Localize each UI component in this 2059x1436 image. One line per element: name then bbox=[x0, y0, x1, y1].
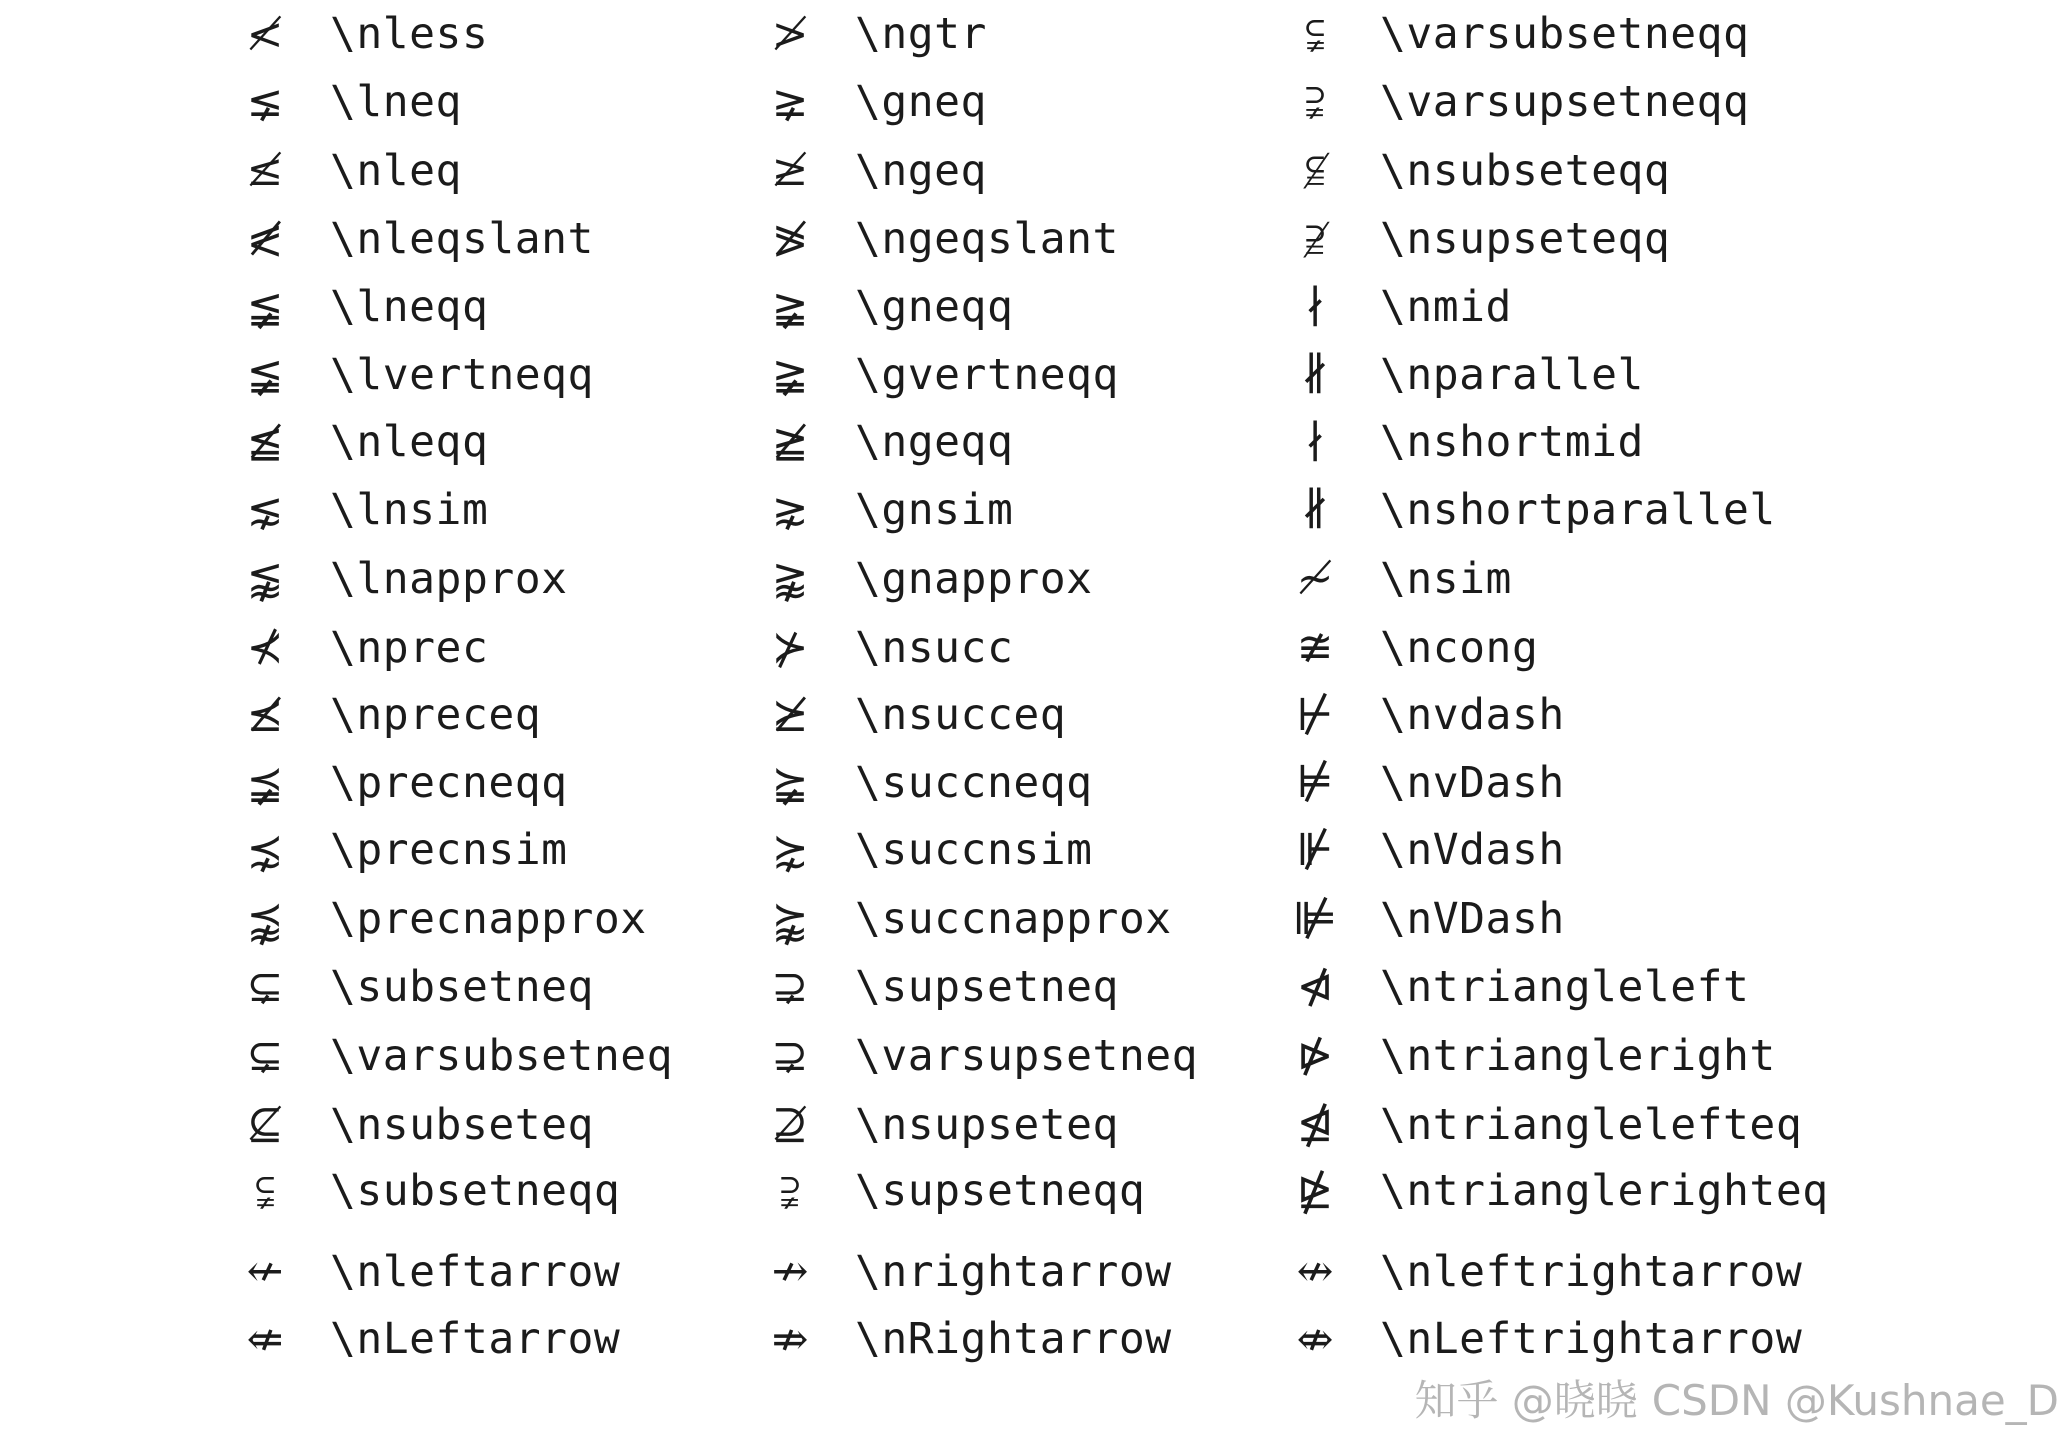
symbol-row bbox=[1275, 408, 1644, 476]
latex-command: \subsetneq bbox=[330, 961, 594, 1012]
symbol-row bbox=[225, 545, 568, 613]
math-symbol: ⋧ bbox=[771, 484, 809, 536]
symbol-row bbox=[1275, 681, 1565, 749]
latex-command: \nmid bbox=[1380, 282, 1512, 332]
math-symbol: ⊊ bbox=[246, 1030, 284, 1082]
latex-command: \varsubsetneq bbox=[330, 1030, 674, 1081]
latex-command: \lneqq bbox=[330, 282, 489, 332]
latex-command: \ngtr bbox=[855, 9, 987, 59]
latex-command: \ntrianglerighteq bbox=[1380, 1166, 1829, 1216]
symbol-row bbox=[750, 1091, 1119, 1159]
symbol-row bbox=[750, 1022, 1198, 1090]
math-symbol: ⫆̸ bbox=[1305, 213, 1325, 265]
math-symbol: ⇍ bbox=[246, 1313, 284, 1365]
symbol-row bbox=[750, 1157, 1145, 1225]
math-symbol: ⊋ bbox=[771, 961, 809, 1013]
math-symbol: ↮ bbox=[1296, 1246, 1334, 1298]
math-symbol: ⊀ bbox=[246, 622, 284, 674]
latex-command: \varsupsetneqq bbox=[1380, 76, 1750, 127]
math-symbol: ∦ bbox=[1301, 484, 1329, 536]
symbol-row bbox=[1275, 614, 1538, 682]
symbol-row bbox=[225, 0, 488, 68]
symbol-row bbox=[225, 1022, 673, 1090]
math-symbol: ≱ bbox=[771, 145, 809, 196]
latex-command: \nLeftrightarrow bbox=[1380, 1314, 1803, 1365]
math-symbol: ⋩ bbox=[771, 824, 809, 876]
symbol-row bbox=[750, 614, 1013, 682]
latex-command: \nLeftarrow bbox=[330, 1314, 621, 1365]
math-symbol: ⪉ bbox=[246, 553, 284, 605]
symbol-row bbox=[225, 1238, 620, 1306]
latex-command: \nsupseteq bbox=[855, 1099, 1119, 1150]
latex-command: \ntriangleright bbox=[1380, 1030, 1776, 1081]
math-symbol: ⪈ bbox=[771, 76, 809, 128]
symbol-row bbox=[1275, 137, 1670, 205]
latex-command: \precnapprox bbox=[330, 894, 647, 945]
latex-command: \nleftarrow bbox=[330, 1246, 621, 1297]
symbol-row bbox=[225, 408, 488, 476]
math-symbol: ⊭ bbox=[1296, 757, 1334, 809]
latex-command: \nleftrightarrow bbox=[1380, 1246, 1803, 1297]
latex-command: \gnsim bbox=[855, 484, 1014, 535]
latex-command: \lneq bbox=[330, 76, 462, 127]
latex-command: \nless bbox=[330, 9, 489, 59]
math-symbol: ⇏ bbox=[771, 1313, 809, 1365]
symbol-row bbox=[225, 816, 568, 884]
latex-command: \nshortparallel bbox=[1380, 484, 1776, 535]
latex-command: \gneqq bbox=[855, 282, 1014, 332]
latex-command: \precneqq bbox=[330, 757, 568, 808]
latex-command: \succnsim bbox=[855, 825, 1093, 876]
latex-command: \succnapprox bbox=[855, 894, 1172, 945]
symbol-row bbox=[225, 341, 594, 409]
math-symbol: ⋨ bbox=[246, 824, 284, 876]
math-symbol: ⪰̸ bbox=[771, 689, 809, 741]
latex-command: \ngeq bbox=[855, 145, 987, 196]
math-symbol: ⪯̸ bbox=[246, 689, 284, 741]
latex-command: \nprec bbox=[330, 622, 489, 673]
math-symbol: ≰ bbox=[246, 145, 284, 196]
latex-command: \gneq bbox=[855, 76, 987, 127]
symbol-row bbox=[750, 205, 1119, 273]
latex-command: \supsetneqq bbox=[855, 1166, 1146, 1216]
watermark-csdn: CSDN @Kushnae_D bbox=[1651, 1376, 2059, 1425]
symbol-row bbox=[1275, 205, 1670, 273]
latex-command: \ntrianglelefteq bbox=[1380, 1099, 1803, 1150]
symbol-row bbox=[1275, 885, 1565, 953]
latex-command: \succneqq bbox=[855, 757, 1093, 808]
math-symbol: ⫋ bbox=[1305, 8, 1325, 60]
math-symbol: ≯ bbox=[771, 8, 809, 60]
math-symbol: ⊬ bbox=[1296, 689, 1334, 741]
math-symbol: ⋦ bbox=[246, 484, 284, 536]
latex-command: \ngeqslant bbox=[855, 214, 1119, 265]
symbol-row bbox=[750, 816, 1093, 884]
watermark bbox=[1414, 1368, 2059, 1428]
symbol-row bbox=[225, 205, 594, 273]
math-symbol: ⪶ bbox=[771, 757, 809, 809]
latex-command: \varsubsetneqq bbox=[1380, 9, 1750, 59]
math-symbol: ⊉ bbox=[771, 1099, 809, 1151]
math-symbol: ⋭ bbox=[1296, 1165, 1334, 1217]
symbol-row bbox=[750, 273, 1013, 341]
symbol-row bbox=[1275, 68, 1749, 136]
symbol-row bbox=[1275, 953, 1749, 1021]
symbol-row bbox=[750, 545, 1093, 613]
latex-command: \gnapprox bbox=[855, 553, 1093, 604]
math-symbol: ≇ bbox=[1296, 622, 1334, 674]
math-symbol: ⊊ bbox=[246, 961, 284, 1013]
symbol-row bbox=[750, 885, 1172, 953]
math-symbol: ⊈ bbox=[246, 1099, 284, 1151]
symbol-row bbox=[750, 341, 1119, 409]
latex-command: \nsucc bbox=[855, 622, 1014, 673]
latex-command: \nsim bbox=[1380, 553, 1512, 604]
math-symbol: ⪕̸ bbox=[246, 213, 284, 265]
symbol-row bbox=[750, 681, 1066, 749]
symbol-row bbox=[1275, 1305, 1802, 1373]
latex-command: \nVdash bbox=[1380, 825, 1565, 876]
symbol-row bbox=[1275, 1238, 1802, 1306]
latex-command: \npreceq bbox=[330, 690, 542, 741]
math-symbol: ↛ bbox=[771, 1246, 809, 1298]
latex-command: \nVDash bbox=[1380, 894, 1565, 945]
math-symbol: ∤ bbox=[1304, 416, 1326, 468]
math-symbol: ⇎ bbox=[1296, 1313, 1334, 1365]
latex-command: \nsucceq bbox=[855, 690, 1067, 741]
symbol-row bbox=[750, 476, 1013, 544]
latex-command: \nleqslant bbox=[330, 214, 594, 265]
math-symbol: ⊁ bbox=[771, 622, 809, 674]
latex-command: \nsubseteqq bbox=[1380, 145, 1671, 196]
math-symbol: ≁ bbox=[1296, 553, 1334, 605]
symbol-row bbox=[750, 408, 1013, 476]
symbol-row bbox=[225, 749, 568, 817]
symbol-row bbox=[1275, 816, 1565, 884]
symbol-row bbox=[225, 885, 647, 953]
math-symbol: ⫌ bbox=[780, 1165, 800, 1217]
symbol-row bbox=[1275, 341, 1644, 409]
math-symbol: ⫌ bbox=[1305, 76, 1325, 128]
symbol-row bbox=[225, 273, 488, 341]
math-symbol: ⪊ bbox=[771, 553, 809, 605]
math-symbol: ⪇ bbox=[246, 76, 284, 128]
symbol-row bbox=[225, 681, 541, 749]
symbol-row bbox=[750, 0, 987, 68]
symbol-row bbox=[225, 953, 594, 1021]
math-symbol: ⪖̸ bbox=[771, 213, 809, 265]
symbol-row bbox=[1275, 0, 1749, 68]
latex-command: \ntriangleleft bbox=[1380, 961, 1750, 1012]
latex-command: \nsubseteq bbox=[330, 1099, 594, 1150]
latex-command: \lnapprox bbox=[330, 553, 568, 604]
latex-command: \supsetneq bbox=[855, 961, 1119, 1012]
symbol-row bbox=[1275, 1091, 1802, 1159]
math-symbol: ↚ bbox=[246, 1246, 284, 1298]
symbol-row bbox=[1275, 1157, 1829, 1225]
math-symbol: ⊋ bbox=[771, 1030, 809, 1082]
latex-command: \subsetneqq bbox=[330, 1166, 621, 1216]
watermark-zhihu: 知乎 @晓晓 bbox=[1414, 1376, 1638, 1425]
math-symbol: ⫋ bbox=[255, 1165, 275, 1217]
math-symbol: ⪺ bbox=[771, 893, 809, 945]
latex-command: \ncong bbox=[1380, 622, 1539, 673]
symbol-row bbox=[225, 68, 462, 136]
symbol-row bbox=[225, 614, 488, 682]
latex-command: \nsupseteqq bbox=[1380, 214, 1671, 265]
math-symbol: ⊮ bbox=[1296, 824, 1334, 876]
latex-command: \nRightarrow bbox=[855, 1314, 1172, 1365]
math-symbol: ≧̸ bbox=[771, 416, 809, 468]
symbol-row bbox=[225, 476, 488, 544]
symbol-row bbox=[225, 1157, 620, 1225]
math-symbol: ⫅̸ bbox=[1305, 145, 1325, 196]
latex-command: \gvertneqq bbox=[855, 349, 1119, 400]
symbol-row bbox=[750, 137, 987, 205]
math-symbol: ≩ bbox=[771, 349, 809, 401]
latex-command: \nleqq bbox=[330, 417, 489, 468]
math-symbol: ≨ bbox=[246, 349, 284, 401]
math-symbol: ⋫ bbox=[1296, 1030, 1334, 1082]
symbol-row bbox=[750, 68, 987, 136]
latex-command: \precnsim bbox=[330, 825, 568, 876]
latex-command: \nshortmid bbox=[1380, 417, 1644, 468]
symbol-row bbox=[1275, 273, 1512, 341]
math-symbol: ⋪ bbox=[1296, 961, 1334, 1013]
latex-command: \nleq bbox=[330, 145, 462, 196]
symbol-row bbox=[1275, 1022, 1776, 1090]
symbol-row bbox=[750, 1238, 1172, 1306]
latex-command: \lvertneqq bbox=[330, 349, 594, 400]
math-symbol: ≦̸ bbox=[246, 416, 284, 468]
symbol-row bbox=[1275, 749, 1565, 817]
latex-command: \nvdash bbox=[1380, 690, 1565, 741]
math-symbol: ≨ bbox=[246, 281, 284, 333]
math-symbol: ⊯ bbox=[1292, 893, 1338, 945]
latex-command: \varsupsetneq bbox=[855, 1030, 1199, 1081]
latex-command: \lnsim bbox=[330, 484, 489, 535]
symbol-row bbox=[750, 1305, 1172, 1373]
latex-command: \nrightarrow bbox=[855, 1246, 1172, 1297]
symbol-row bbox=[750, 749, 1093, 817]
symbol-row bbox=[225, 1091, 594, 1159]
symbol-row bbox=[1275, 545, 1512, 613]
symbol-row bbox=[225, 1305, 620, 1373]
math-symbol: ≩ bbox=[771, 281, 809, 333]
math-symbol: ∦ bbox=[1301, 349, 1329, 401]
symbol-row bbox=[750, 953, 1119, 1021]
latex-command: \nparallel bbox=[1380, 349, 1644, 400]
latex-command: \ngeqq bbox=[855, 417, 1014, 468]
symbol-row bbox=[225, 137, 462, 205]
math-symbol: ≮ bbox=[246, 8, 284, 60]
symbol-row bbox=[1275, 476, 1776, 544]
math-symbol: ⪹ bbox=[246, 893, 284, 945]
math-symbol: ⋬ bbox=[1296, 1099, 1334, 1151]
math-symbol: ∤ bbox=[1304, 281, 1326, 333]
latex-command: \nvDash bbox=[1380, 757, 1565, 808]
math-symbol: ⪵ bbox=[246, 757, 284, 809]
